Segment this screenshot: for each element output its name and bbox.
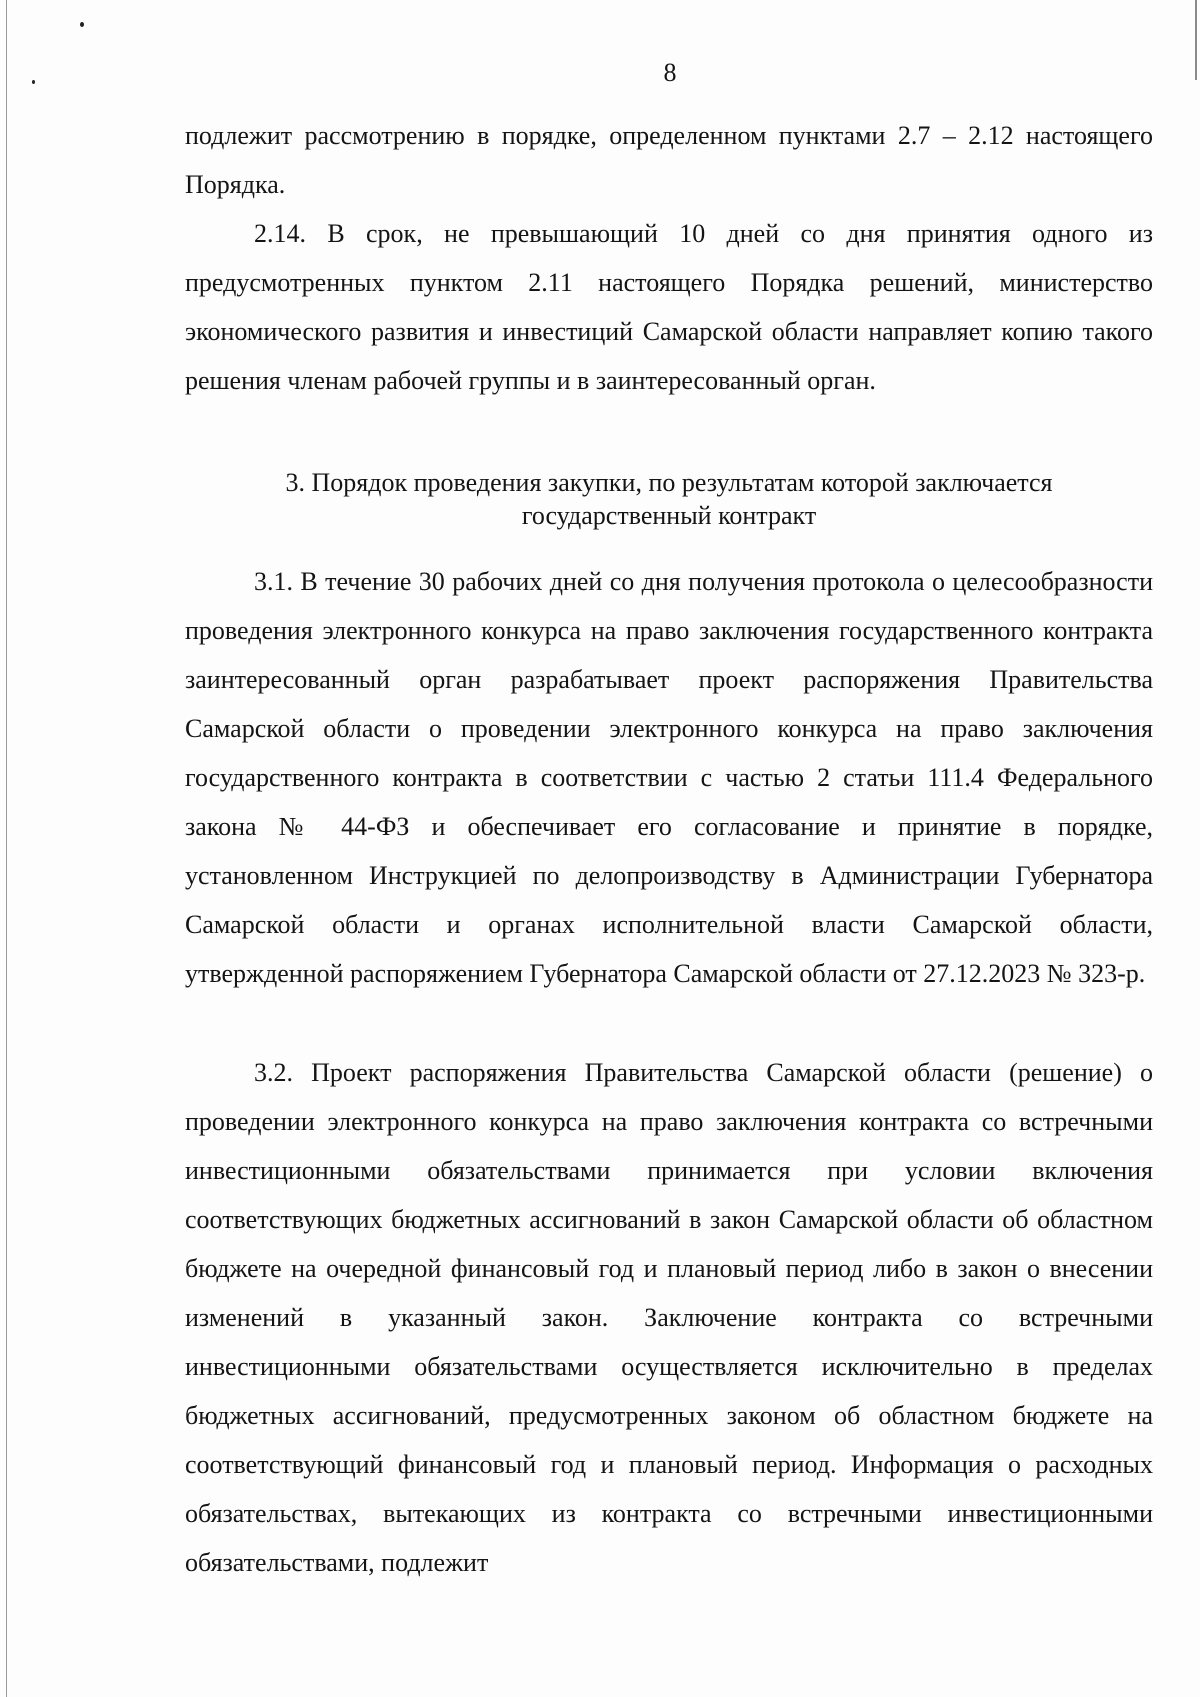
paragraph-3-1 xyxy=(185,557,1153,998)
section-3-heading-line-1: 3. Порядок проведения закупки, по результатам которой заключается xyxy=(285,468,1053,497)
paragraph-2-14-text: 2.14. В срок, не превышающий 10 дней со дня принятия одного из предусмотренных пунктом 2.11 настоящего Порядка решений, министерство экономического развития и инвестиций Самарской области направляет копию такого решения членам рабочей группы и в заинтересованный орган. xyxy=(185,219,1153,395)
scan-left-edge xyxy=(6,0,7,1697)
paragraph-2-14 xyxy=(185,209,1153,405)
paragraph-3-2-text: 3.2. Проект распоряжения Правительства Самарской области (решение) о проведении электронного конкурса на право заключения контракта со встречными инвестиционными обязательствами принимается при условии включения соответствующих бюджетных ассигнований в закон Самарской области об областном бюджете на очередной финансовый год и плановый период либо в закон о внесении изменений в указанный закон. Заключение контракта со встречными инвестиционными обязательствами осуществляется исключительно в пределах бюджетных ассигнований, предусмотренных законом об областном бюджете на соответствующий финансовый год и плановый период. Информация о расходных обязательствах, вытекающих из контракта со встречными инвестиционными обязательствами, подлежит xyxy=(185,1058,1153,1577)
page-number: 8 xyxy=(663,58,677,87)
continuation-paragraph xyxy=(185,111,1153,209)
paragraph-3-2 xyxy=(185,1048,1153,1587)
scan-speck xyxy=(80,22,84,27)
continuation-text: подлежит рассмотрению в порядке, определенном пунктами 2.7 – 2.12 настоящего Порядка. xyxy=(185,121,1153,199)
section-3-heading-line-2: государственный контракт xyxy=(521,501,817,530)
paragraph-3-1-text: 3.1. В течение 30 рабочих дней со дня получения протокола о целесообразности проведения электронного конкурса на право заключения государственного контракта заинтересованный орган разрабатывает проект распоряжения Правительства Самарской области о проведении электронного конкурса на право заключения государственного контракта в соответствии с частью 2 статьи 111.4 Федерального закона № 44-ФЗ и обеспечивает его согласование и принятие в порядке, установленном Инструкцией по делопроизводству в Администрации Губернатора Самарской области и органах исполнительной власти Самарской области, утвержденной распоряжением Губернатора Самарской области от 27.12.2023 № 323-р. xyxy=(185,567,1153,988)
section-3-heading xyxy=(185,466,1153,532)
